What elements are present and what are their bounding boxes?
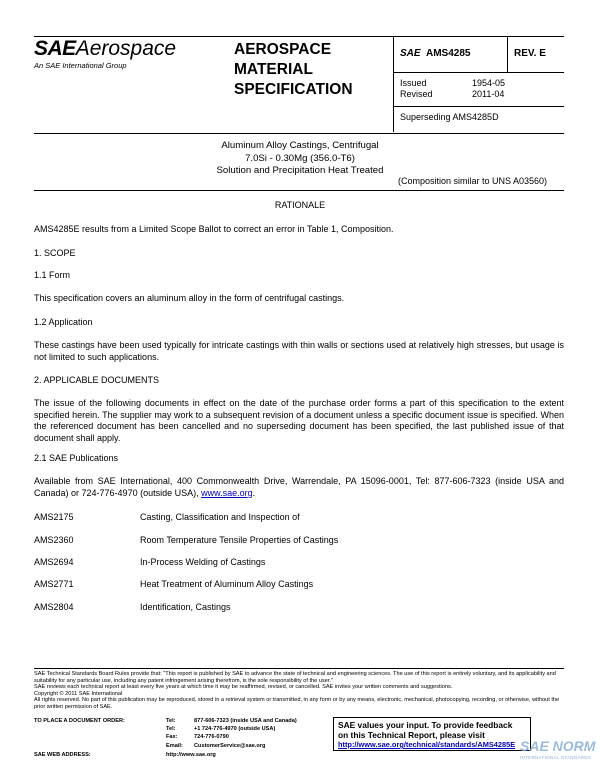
reference-title: Room Temperature Tensile Properties of Castings bbox=[140, 535, 339, 545]
reference-code: AMS2175 bbox=[34, 512, 74, 522]
feedback-link[interactable]: http://www.sae.org/technical/standards/AMS4285E bbox=[338, 740, 516, 749]
rationale-heading: RATIONALE bbox=[274, 200, 326, 210]
divider bbox=[393, 106, 564, 107]
reference-code: AMS2771 bbox=[34, 579, 74, 589]
sae-norm-watermark: SAE NORM bbox=[520, 738, 596, 754]
contact-value: 877-606-7323 (inside USA and Canada) bbox=[194, 718, 297, 724]
feedback-line: on this Technical Report, please visit bbox=[338, 730, 485, 740]
divider bbox=[34, 190, 564, 191]
section-heading: 1. SCOPE bbox=[34, 248, 76, 258]
sae-mark: SAE bbox=[400, 48, 421, 59]
divider bbox=[507, 36, 508, 72]
reference-title: In-Process Welding of Castings bbox=[140, 557, 266, 567]
form-text: This specification covers an aluminum alloy in the form of centrifugal castings. bbox=[34, 293, 345, 303]
reference-title: Heat Treatment of Aluminum Alloy Castings bbox=[140, 579, 314, 589]
logo-subtitle: An SAE International Group bbox=[34, 61, 127, 70]
section-heading: 2.1 SAE Publications bbox=[34, 453, 119, 463]
reference-title: Identification, Castings bbox=[140, 602, 231, 612]
reference-code: AMS2360 bbox=[34, 535, 74, 545]
section-heading: 1.2 Application bbox=[34, 317, 93, 327]
divider bbox=[34, 668, 564, 669]
contact-label: Tel: bbox=[166, 726, 176, 732]
subtitle-line: Solution and Precipitation Heat Treated bbox=[216, 165, 384, 176]
divider bbox=[393, 72, 564, 73]
logo-italic: Aerospace bbox=[75, 37, 177, 60]
section-heading: 2. APPLICABLE DOCUMENTS bbox=[34, 375, 160, 385]
contact-label: Fax: bbox=[166, 734, 178, 740]
issued-value: 1954-05 bbox=[472, 78, 506, 88]
sae-pubs-body: Available from SAE International, 400 Commonwealth Drive, Warrendale, PA 15096-0001, Tel: 877-606-7323 (inside USA and Canada) or 724-776-4970 (outside USA), bbox=[34, 476, 564, 498]
email-link[interactable]: CustomerService@sae.org bbox=[194, 743, 266, 749]
contact-value: +1 724-776-4970 (outside USA) bbox=[194, 726, 276, 732]
divider bbox=[393, 36, 394, 132]
contact-label: Tel: bbox=[166, 718, 176, 724]
fine-print-line: SAE Technical Standards Board Rules provide that: "This report is published by SAE to advance the state of technical and engineering sciences. The use of this report is entirely voluntary, and its applicability and suitability for any particular use, including any patent infringement arising therefrom, is the sole responsibility of the user." bbox=[34, 671, 556, 684]
footer-fine-print bbox=[34, 671, 564, 711]
reference-title: Casting, Classification and Inspection of bbox=[140, 512, 300, 522]
subtitle-line: 7.0Si - 0.30Mg (356.0-T6) bbox=[245, 152, 355, 164]
contact-label: Email: bbox=[166, 743, 183, 749]
spec-title bbox=[234, 40, 384, 100]
revised-value: 2011-04 bbox=[472, 89, 505, 99]
application-text: These castings have been used typically for intricate castings with thin walls or sections used at relatively high stresses, but usage is not limited to such applications. bbox=[34, 340, 564, 362]
contact-value: 724-776-0790 bbox=[194, 734, 229, 740]
superseding: Superseding AMS4285D bbox=[400, 112, 499, 122]
spec-title-line: AEROSPACE bbox=[234, 41, 332, 58]
revision: REV. E bbox=[514, 48, 546, 59]
section-heading: 1.1 Form bbox=[34, 270, 71, 280]
issued-label: Issued bbox=[400, 78, 427, 88]
applicable-text: The issue of the following documents in effect on the date of the purchase order forms a part of this specification to the extent specified herein. The supplier may work to a subsequent revision of a document unless a specific document issue is specified. When the referenced document has been cancelled and no superseding document has been specified, the last published issue of that document shall apply. bbox=[34, 398, 564, 443]
fine-print-line: All rights reserved. No part of this publication may be reproduced, stored in a retrieval system or transmitted, in any form or by any means, electronic, mechanical, photocopying, recording, or otherwise, without the prior written permission of SAE. bbox=[34, 697, 560, 710]
reference-code: AMS2804 bbox=[34, 602, 74, 612]
web-address[interactable]: http://www.sae.org bbox=[166, 752, 216, 758]
sae-pubs-text bbox=[34, 476, 564, 499]
logo-bold: SAE bbox=[34, 37, 76, 60]
subtitle-line: Aluminum Alloy Castings, Centrifugal bbox=[221, 140, 379, 151]
sae-website-link[interactable]: www.sae.org bbox=[201, 487, 253, 498]
spec-title-line: MATERIAL bbox=[234, 61, 313, 78]
watermark-subtitle: INTERNATIONAL STANDARDS bbox=[520, 755, 592, 760]
reference-code: AMS2694 bbox=[34, 557, 74, 567]
sae-aerospace-logo bbox=[34, 38, 224, 70]
rationale-text: AMS4285E results from a Limited Scope Ballot to correct an error in Table 1, Composition. bbox=[34, 224, 394, 234]
ams-number: AMS4285 bbox=[426, 48, 471, 59]
composition-note: (Composition similar to UNS A03560) bbox=[398, 176, 548, 186]
order-label: TO PLACE A DOCUMENT ORDER: bbox=[34, 718, 125, 724]
fine-print-line: Copyright © 2011 SAE International bbox=[34, 690, 123, 697]
feedback-box bbox=[333, 717, 531, 751]
document-subtitle bbox=[170, 140, 430, 178]
revised-label: Revised bbox=[400, 89, 433, 99]
fine-print-line: SAE reviews each technical report at least every five years at which time it may be reaffirmed, revised, or cancelled. SAE invites your written comments and suggestions. bbox=[34, 684, 453, 691]
period: . bbox=[252, 487, 256, 498]
web-label: SAE WEB ADDRESS: bbox=[34, 752, 91, 758]
feedback-line: SAE values your input. To provide feedback bbox=[338, 720, 513, 730]
spec-title-line: SPECIFICATION bbox=[234, 81, 353, 98]
